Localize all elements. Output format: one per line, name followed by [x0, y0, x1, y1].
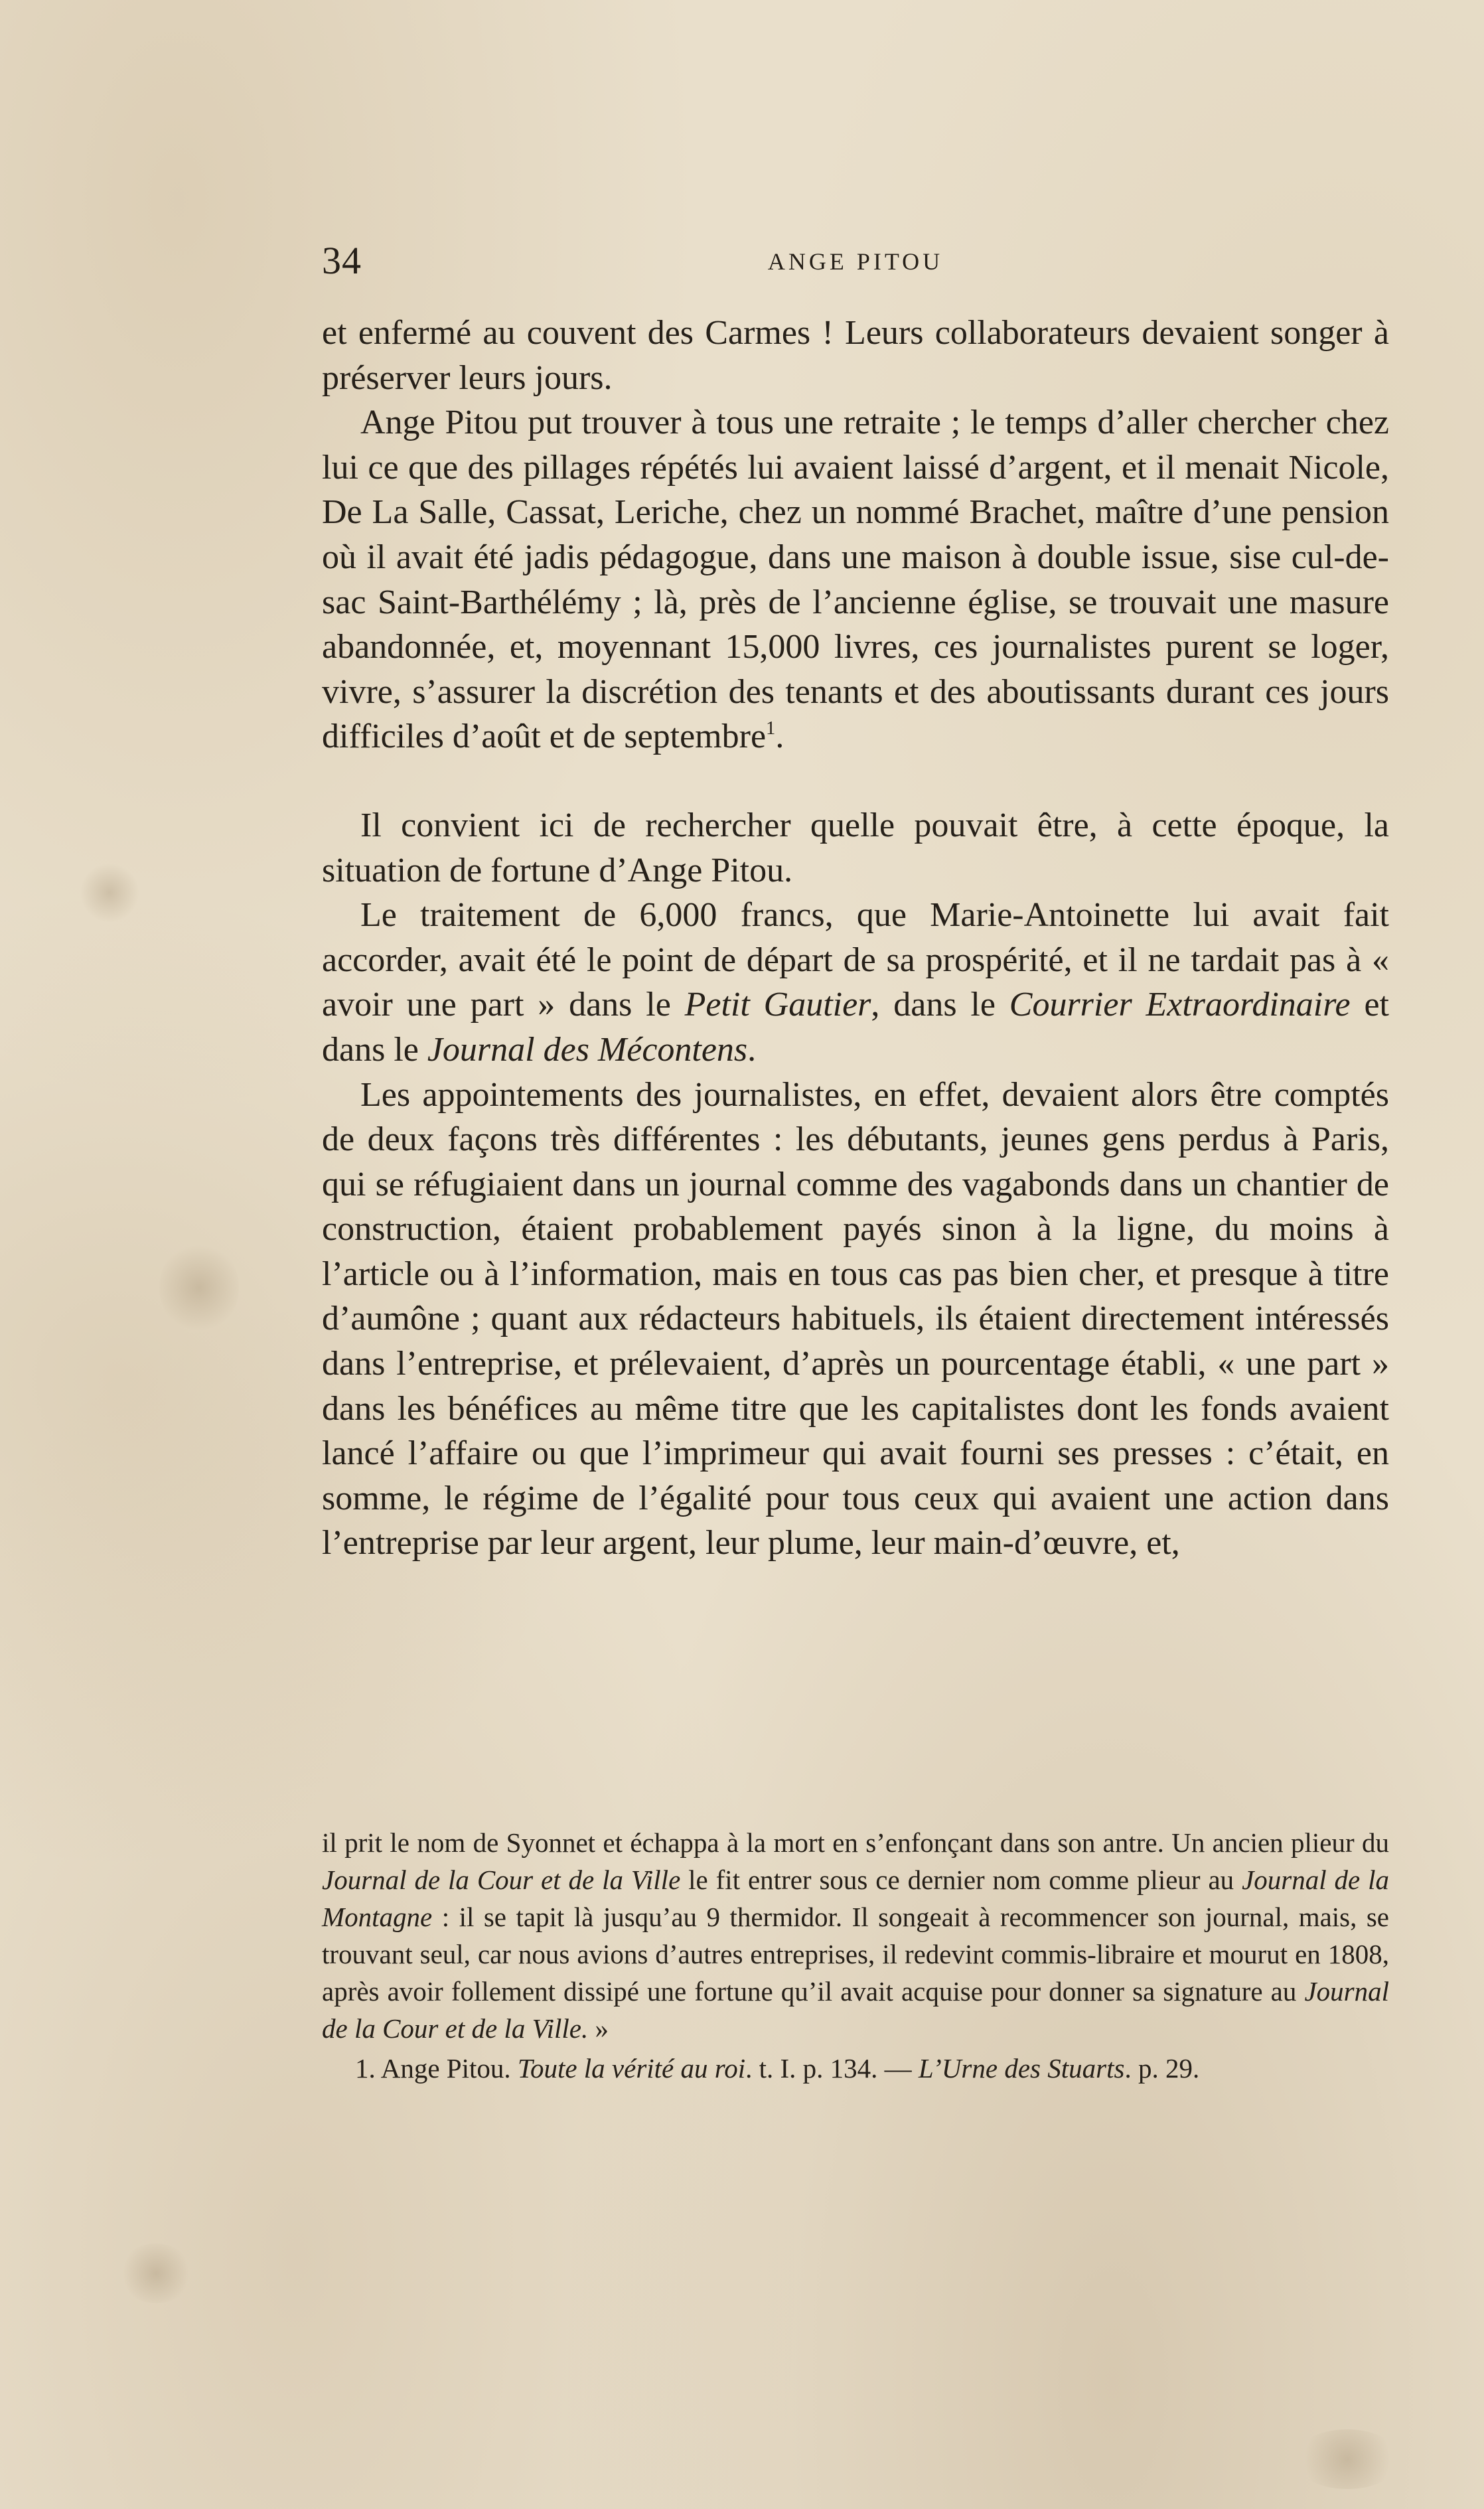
- title-urne-des-stuarts: L’Urne des Stuarts: [918, 2053, 1125, 2084]
- title-journal-cour-ville-2: Journal de la Cour et de la Ville.: [322, 1976, 1389, 2044]
- title-journal-cour-ville: Journal de la Cour et de la Ville: [322, 1864, 681, 1895]
- running-title: ANGE PITOU: [767, 248, 944, 275]
- footnote-quote-text-a: il prit le nom de Syonnet et échappa à la mort en s’enfonçant dans son antre. Un ancien plieur du: [322, 1827, 1389, 1858]
- title-journal-des-mecontens: Journal des Mécontens: [427, 1030, 748, 1069]
- footnote-1-text-c: . p. 29.: [1124, 2053, 1200, 2084]
- footnote-quote-text-c: : il se tapit là jusqu’au 9 thermidor. Il songeait à recommencer son journal, mais, se trouvant seul, car nous avions d’autres entreprises, il redevint commis-libraire et mourut en 1808, après avoir follement dissipé une fortune qu’il avait acquise pour donner sa signature au: [322, 1902, 1389, 2007]
- title-toute-la-verite: Toute la vérité au roi: [517, 2053, 746, 2084]
- title-journal-montagne: Journal de la Montagne: [322, 1864, 1389, 1932]
- paragraph-1: et enfermé au couvent des Carmes ! Leurs collaborateurs devaient songer à préserver leurs jours.: [322, 314, 1389, 397]
- paragraph-2-end: .: [775, 718, 784, 756]
- paragraph-5: Les appointements des journalistes, en effet, devaient alors être comptés de deux façons très différentes : les débutants, jeunes gens perdus à Paris, qui se réfugiaient dans un journal comme des vagabonds dans un chantier de construction, étaient probablement payés sinon à la ligne, du moins à l’article ou à l’information, mais en tous cas pas bien cher, et presque à titre d’aumône ; quant aux rédacteurs habituels, ils étaient directement intéressés dans l’entreprise, et prélevaient, d’après un pourcentage établi, « une part » dans les bénéfices au même titre que les capitalistes dont les fonds avaient lancé l’affaire ou que l’imprimeur qui avait fourni ses presses : c’était, en somme, le régime de l’égalité pour tous ceux qui avaient une action dans l’entreprise par leur argent, leur plume, leur main-d’œuvre, et,: [322, 1075, 1389, 1562]
- title-courrier-extraordinaire: Courrier Extraordinaire: [1009, 986, 1351, 1024]
- title-petit-gautier: Petit Gautier: [684, 986, 871, 1024]
- paper-stain: [159, 1241, 239, 1334]
- paragraph-4-text-d: .: [747, 1030, 757, 1069]
- footnote-1: [322, 2050, 1389, 2087]
- paper-stain: [119, 2243, 192, 2303]
- footnote-quote-text-b: le fit entrer sous ce dernier nom comme plieur au: [680, 1864, 1242, 1895]
- paragraph-4-text-a: Le traitement de 6,000 francs, que Marie-Antoinette lui avait fait accorder, avait été le point de départ de sa prospérité, et il ne tardait pas à « avoir une part » dans le: [322, 896, 1389, 1024]
- paragraph-4: [322, 893, 1389, 1072]
- paragraph-3: Il convient ici de rechercher quelle pouvait être, à cette époque, la situation de fortune d’Ange Pitou.: [322, 806, 1389, 889]
- footnote-1-text-a: Ange Pitou.: [380, 2053, 518, 2084]
- footnote-quote-end: »: [588, 2013, 609, 2044]
- footnote-number: 1.: [355, 2053, 381, 2084]
- page-number: 34: [322, 239, 362, 282]
- paragraph-4-text-c: et dans le: [322, 986, 1390, 1069]
- paragraph-2-text: Ange Pitou put trouver à tous une retraite ; le temps d’aller chercher chez lui ce que des pillages répétés lui avaient laissé d’argent, et il menait Nicole, De La Salle, Cassat, Leriche, chez un nommé Brachet, maître d’une pension où il avait été jadis pédagogue, dans une maison à double issue, sise cul-de-sac Saint-Barthélémy ; là, près de l’ancienne église, se trouvait une masure abandonnée, et, moyennant 15,000 livres, ces journalistes purent se loger, vivre, s’assurer la discrétion des tenants et des aboutissants durant ces jours difficiles d’août et de septembre: [322, 404, 1389, 756]
- paper-stain: [80, 863, 139, 923]
- footnote-quote-continuation: [322, 1824, 1389, 2047]
- footnote-ref: 1: [766, 718, 776, 739]
- footnotes: [322, 1824, 1389, 2087]
- paper-stain: [1294, 2429, 1400, 2489]
- footnote-1-text-b: . t. I. p. 134. —: [745, 2053, 919, 2084]
- paragraph-2: [322, 400, 1389, 759]
- paragraph-4-text-b: , dans le: [871, 986, 1009, 1024]
- running-head: [322, 238, 1389, 284]
- body-text: [322, 311, 1389, 1566]
